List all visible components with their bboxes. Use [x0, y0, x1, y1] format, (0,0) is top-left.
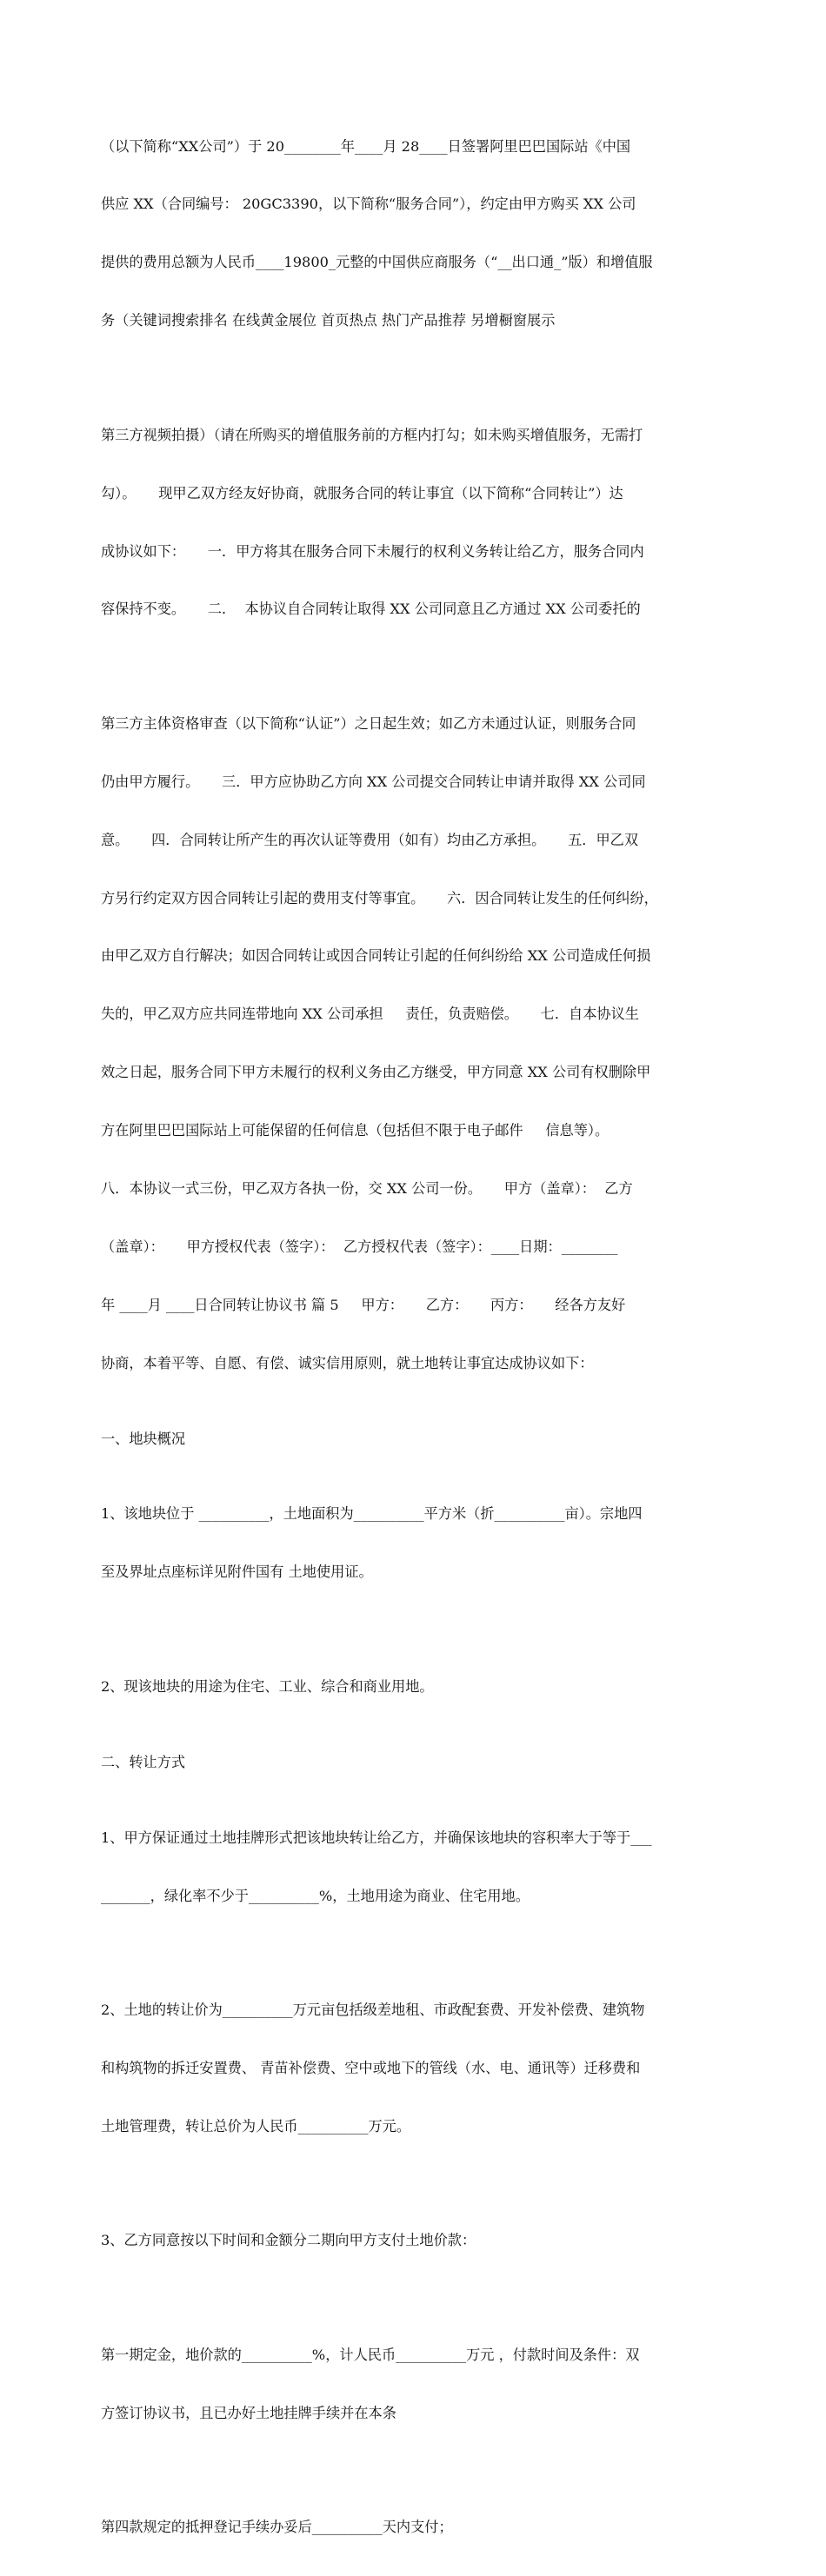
- paragraph-first-payment: [101, 2307, 730, 2461]
- text-line: 2、现该地块的用途为住宅、工业、综合和商业用地。: [101, 1677, 434, 1695]
- text-line: 供应 XX（合同编号： 20GC3390，以下简称“服务合同”），约定由甲方购买 XX 公司: [101, 196, 636, 213]
- paragraph-agreement-terms-1: [101, 387, 730, 658]
- text-line: 第三方主体资格审查（以下简称“认证”）之日起生效；如乙方未通过认证，则服务合同: [101, 714, 636, 732]
- paragraph-plot-use: [101, 1638, 730, 1735]
- text-line: 1、该地块位于 __________，土地面积为__________平方米（折__________亩）。宗地四: [101, 1505, 643, 1523]
- text-line: 意。 四．合同转让所产生的再次认证等费用（如有）均由乙方承担。 五．甲乙双: [101, 831, 639, 848]
- text-line: 方在阿里巴巴国际站上可能保留的任何信息（包括但不限于电子邮件 信息等）。: [101, 1122, 610, 1139]
- paragraph-agreement-terms-2: [101, 675, 730, 1411]
- text-line: 失的，甲乙双方应共同连带地向 XX 公司承担 责任，负责赔偿。 七．自本协议生: [101, 1006, 639, 1023]
- text-line: 效之日起，服务合同下甲方未履行的权利义务由乙方继受，甲方同意 XX 公司有权删除甲: [101, 1064, 651, 1081]
- text-line: 八．本协议一式三份，甲乙双方各执一份，交 XX 公司一份。 甲方（盖章）： 乙方: [101, 1180, 633, 1198]
- paragraph-transfer-clause-3: [101, 2193, 730, 2289]
- text-line: _______，绿化率不少于__________%，土地用途为商业、住宅用地。: [101, 1887, 530, 1904]
- text-line: 由甲乙双方自行解决；如因合同转让或因合同转让引起的任何纠纷给 XX 公司造成任何损: [101, 947, 651, 965]
- text-line: 和构筑物的拆迁安置费、 青苗补偿费、空中或地下的管线（水、电、通讯等）迁移费和: [101, 2059, 641, 2076]
- text-line: 容保持不变。 二． 本协议自合同转让取得 XX 公司同意且乙方通过 XX 公司委托的: [101, 601, 641, 618]
- text-line: 协商，本着平等、自愿、有偿、诚实信用原则，就土地转让事宜达成协议如下：: [101, 1354, 594, 1371]
- text-line: 方另行约定双方因合同转让引起的费用支付等事宜。 六．因合同转让发生的任何纠纷，: [101, 889, 658, 906]
- text-line: 第四款规定的抵押登记手续办妥后__________天内支付；: [101, 2519, 453, 2536]
- section-heading-plot-overview: 一、地块概况: [101, 1430, 186, 1447]
- text-line: 至及界址点座标详见附件国有 土地使用证。: [101, 1564, 373, 1581]
- text-line: 提供的费用总额为人民币____19800_元整的中国供应商服务（“__出口通_”版）和增值服: [101, 254, 653, 271]
- text-line: 1、甲方保证通过土地挂牌形式把该地块转让给乙方，并确保该地块的容积率大于等于___: [101, 1829, 652, 1846]
- text-line: 仍由甲方履行。 三．甲方应协助乙方向 XX 公司提交合同转让申请并取得 XX 公司同: [101, 773, 646, 790]
- paragraph-transfer-clause-1: [101, 1789, 730, 1944]
- text-line: 勾）。 现甲乙双方经友好协商，就服务合同的转让事宜（以下简称“合同转让”）达: [101, 484, 623, 501]
- section-heading-transfer-method: 二、转让方式: [101, 1753, 186, 1770]
- text-line: 方签订协议书，且已办好土地挂牌手续并在本条: [101, 2404, 396, 2421]
- text-line: 土地管理费，转让总价为人民币__________万元。: [101, 2117, 411, 2134]
- text-line: 务（关键词搜索排名 在线黄金展位 首页热点 热门产品推荐 另增橱窗展示: [101, 312, 556, 329]
- text-line: 2、土地的转让价为__________万元亩包括级差地租、市政配套费、开发补偿费、建筑物: [101, 2002, 645, 2019]
- text-line: 第三方视频拍摄）（请在所购买的增值服务前的方框内打勾；如未购买增值服务，无需打: [101, 426, 643, 443]
- text-line: 3、乙方同意按以下时间和金额分二期向甲方支付土地价款：: [101, 2232, 476, 2249]
- text-line: （以下简称“XX公司”）于 20________年____月 28____日签署阿里巴巴国际站《中国: [101, 137, 631, 155]
- text-line: 成协议如下： 一．甲方将其在服务合同下未履行的权利义务转让给乙方，服务合同内: [101, 542, 644, 560]
- paragraph-contract-intro: [101, 98, 730, 369]
- text-line: （盖章）： 甲方授权代表（签字）： 乙方授权代表（签字）：____日期：________: [101, 1238, 618, 1255]
- paragraph-plot-location: [101, 1466, 730, 1621]
- paragraph-payment-deadline: [101, 2480, 730, 2576]
- text-line: 第一期定金，地价款的__________%，计人民币__________万元 ，付款时间及条件：双: [101, 2346, 640, 2363]
- text-line: 年 ____月 ____日合同转让协议书 篇 5 甲方： 乙方： 丙方： 经各方友好: [101, 1296, 626, 1313]
- paragraph-transfer-clause-2: [101, 1962, 730, 2174]
